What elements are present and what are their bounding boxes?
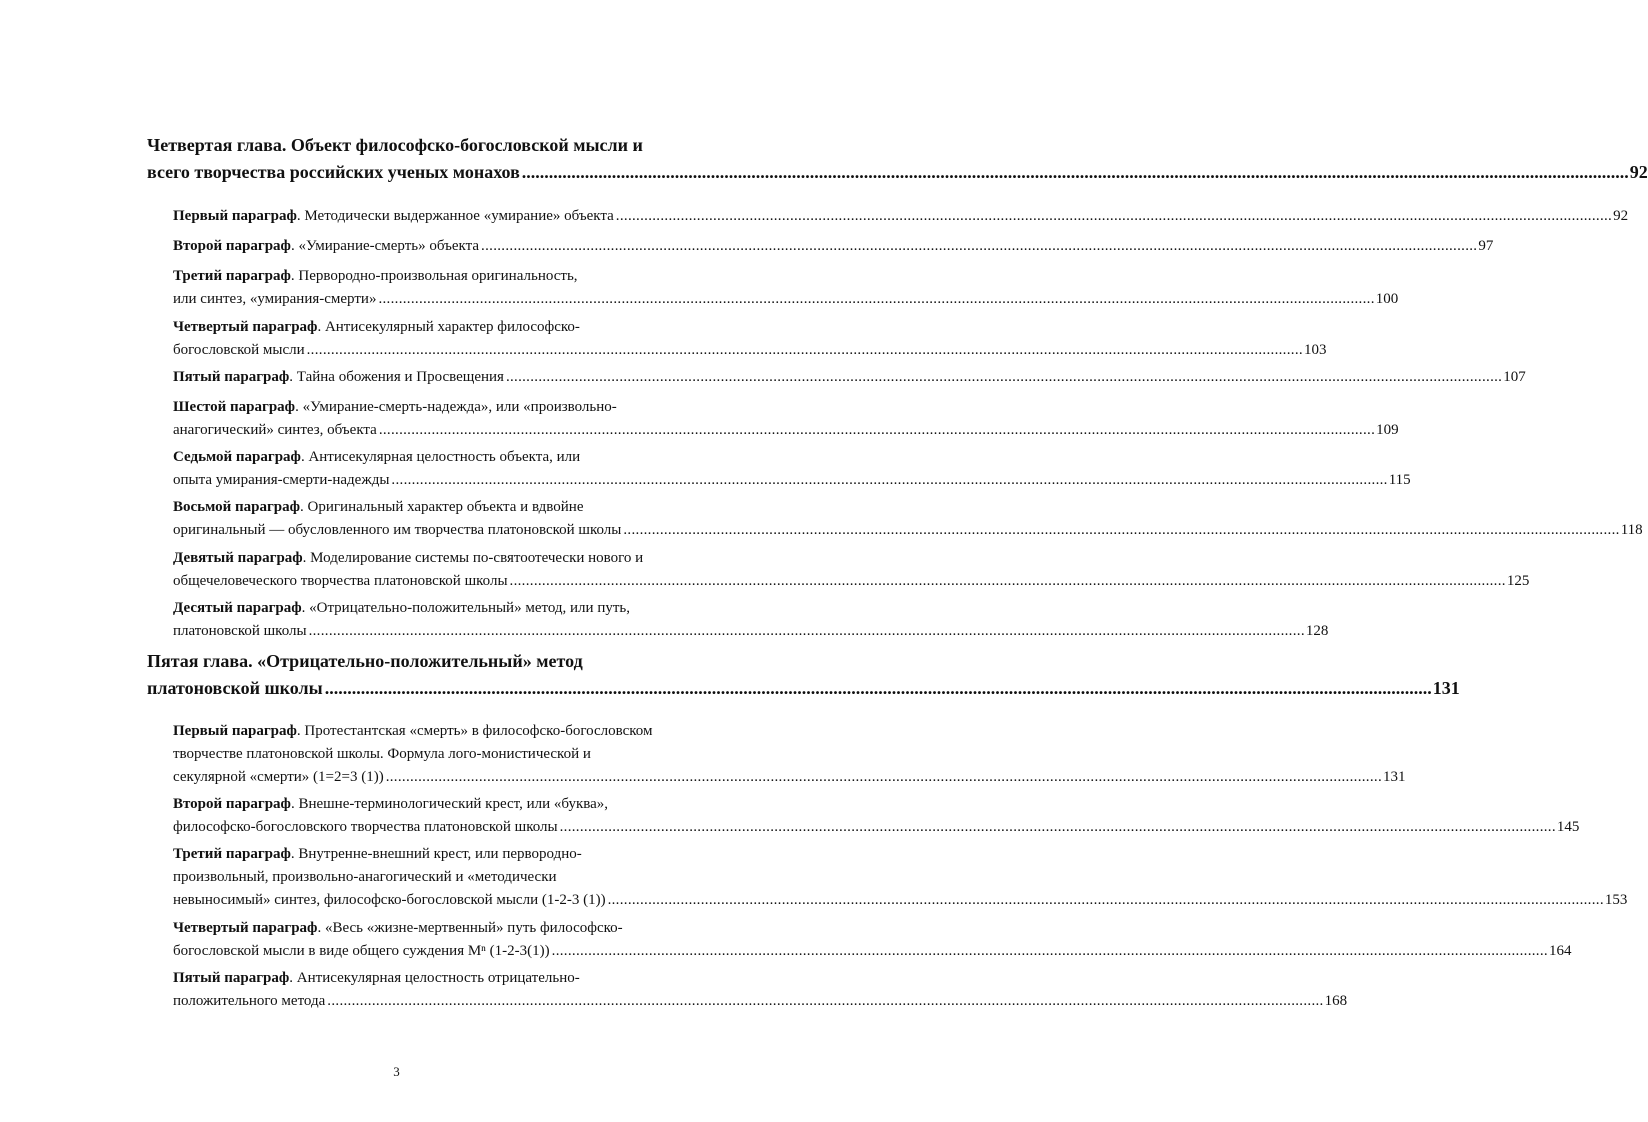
chapter-page-number: 92 bbox=[1629, 162, 1648, 182]
entry-line bbox=[173, 940, 1572, 963]
paragraph-title-text: . Первородно-произвольная оригинальность, bbox=[290, 268, 578, 284]
toc-paragraph-entry bbox=[173, 917, 1572, 963]
entry-line bbox=[173, 816, 1580, 839]
paragraph-page-number: 131 bbox=[1383, 769, 1406, 785]
paragraph-page-number: 145 bbox=[1556, 819, 1580, 835]
paragraph-title-text: . Антисекулярный характер философско- bbox=[317, 319, 580, 335]
paragraph-title-text: произвольный, произвольно-анагогический и «методически bbox=[173, 869, 557, 885]
paragraph-title-text: . Внешне-терминологический крест, или «буква», bbox=[290, 796, 609, 812]
toc-paragraph-entry bbox=[173, 720, 1406, 789]
paragraph-title-text: . Тайна обожения и Просвещения bbox=[289, 369, 504, 385]
entry-line bbox=[173, 843, 700, 866]
paragraph-title-text: платоновской школы bbox=[173, 623, 307, 639]
toc-paragraph-entry bbox=[173, 396, 1399, 442]
toc-paragraph-entry bbox=[173, 316, 1327, 362]
paragraph-title-text: общечеловеческого творчества платоновской школы bbox=[173, 573, 508, 589]
chapter-title-line-1: Четвертая глава. Объект философско-богословской мысли и bbox=[147, 135, 643, 155]
paragraph-title-text: . «Умирание-смерть» объекта bbox=[290, 238, 480, 254]
entry-line bbox=[173, 866, 700, 889]
paragraph-title-text: секулярной «смерти» (1=2=3 (1)) bbox=[173, 769, 384, 785]
leader-dots bbox=[481, 238, 1477, 254]
paragraph-label: Второй параграф bbox=[173, 796, 291, 812]
entry-line bbox=[173, 205, 1629, 228]
leader-dots bbox=[378, 291, 1374, 307]
leader-dots bbox=[608, 892, 1604, 908]
paragraph-title-text: . «Отрицательно-положительный» метод, или путь, bbox=[301, 600, 630, 616]
entry-line bbox=[173, 469, 1411, 492]
paragraph-title-text: опыта умирания-смерти-надежды bbox=[173, 472, 390, 488]
paragraph-page-number: 103 bbox=[1303, 342, 1327, 358]
paragraph-label: Шестой параграф bbox=[173, 399, 296, 415]
paragraph-label: Седьмой параграф bbox=[173, 449, 301, 465]
toc-paragraph-entry bbox=[173, 547, 1530, 593]
chapter-title-line-1: Пятая глава. «Отрицательно-положительный» метод bbox=[147, 651, 583, 671]
toc-paragraph-entry bbox=[173, 793, 1580, 839]
paragraph-label: Третий параграф bbox=[173, 268, 291, 284]
paragraph-page-number: 92 bbox=[1613, 208, 1629, 224]
leader-dots bbox=[506, 369, 1502, 385]
paragraph-label: Первый параграф bbox=[173, 723, 297, 739]
toc-paragraph-entry bbox=[173, 235, 1494, 258]
entry-line bbox=[173, 793, 700, 816]
paragraph-page-number: 164 bbox=[1548, 943, 1572, 959]
leader-dots bbox=[327, 993, 1323, 1009]
toc-paragraph-entry bbox=[173, 366, 1526, 389]
paragraph-page-number: 125 bbox=[1506, 573, 1530, 589]
toc-paragraph-entry bbox=[173, 265, 1399, 311]
toc-paragraph-entry bbox=[173, 446, 1411, 492]
entry-line bbox=[173, 396, 700, 419]
page-number: 3 bbox=[393, 1064, 400, 1079]
entry-line bbox=[173, 720, 700, 743]
paragraph-title-text: богословской мысли bbox=[173, 342, 305, 358]
paragraph-title-text: . Протестантская «смерть» в философско-богословском bbox=[296, 723, 653, 739]
paragraph-title-text: . «Весь «жизне-мертвенный» путь философско- bbox=[317, 920, 623, 936]
entry-line bbox=[173, 570, 1530, 593]
paragraph-title-text: . Моделирование системы по-святоотечески нового и bbox=[302, 550, 644, 566]
entry-line bbox=[173, 519, 1643, 542]
paragraph-label: Четвертый параграф bbox=[173, 920, 318, 936]
paragraph-label: Пятый параграф bbox=[173, 970, 290, 986]
paragraph-label: Третий параграф bbox=[173, 846, 291, 862]
paragraph-page-number: 100 bbox=[1375, 291, 1399, 307]
entry-line bbox=[173, 547, 700, 570]
paragraph-title-text: невыносимый» синтез, философско-богословской мысли (1-2-3 (1)) bbox=[173, 892, 606, 908]
paragraph-title-text: . «Умирание-смерть-надежда», или «произвольно- bbox=[295, 399, 617, 415]
paragraph-page-number: 109 bbox=[1376, 422, 1399, 438]
entry-line bbox=[173, 889, 1628, 912]
paragraph-label: Десятый параграф bbox=[173, 600, 302, 616]
leader-dots bbox=[560, 819, 1556, 835]
paragraph-page-number: 107 bbox=[1503, 369, 1526, 385]
entry-line bbox=[173, 917, 700, 940]
paragraph-title-text: или синтез, «умирания-смерти» bbox=[173, 291, 377, 307]
paragraph-label: Девятый параграф bbox=[173, 550, 303, 566]
chapter-5-heading bbox=[147, 648, 1460, 702]
paragraph-title-text: оригинальный — обусловленного им творчества платоновской школы bbox=[173, 522, 622, 538]
chapter-4-heading bbox=[147, 132, 1648, 186]
entry-line bbox=[173, 288, 1399, 311]
chapter-title-line-2: всего творчества российских ученых монахов bbox=[147, 162, 520, 182]
entry-line bbox=[173, 446, 700, 469]
entry-line bbox=[173, 235, 1494, 258]
leader-dots bbox=[307, 342, 1303, 358]
entry-line bbox=[173, 496, 700, 519]
paragraph-label: Четвертый параграф bbox=[173, 319, 318, 335]
chapter-title-line-2: платоновской школы bbox=[147, 678, 323, 698]
paragraph-page-number: 153 bbox=[1604, 892, 1628, 908]
paragraph-page-number: 115 bbox=[1388, 472, 1411, 488]
paragraph-title-text: творчестве платоновской школы. Формула лого-монистической и bbox=[173, 746, 591, 762]
paragraph-title-text: положительного метода bbox=[173, 993, 326, 1009]
leader-dots bbox=[510, 573, 1506, 589]
leader-dots bbox=[522, 159, 1629, 186]
paragraph-title-text: . Внутренне-внешний крест, или первородно- bbox=[290, 846, 582, 862]
toc-paragraph-entry bbox=[173, 496, 1643, 542]
paragraph-title-text: . Методически выдержанное «умирание» объекта bbox=[296, 208, 614, 224]
entry-line bbox=[173, 597, 700, 620]
entry-line bbox=[173, 265, 700, 288]
leader-dots bbox=[325, 675, 1432, 702]
paragraph-title-text: . Антисекулярная целостность объекта, или bbox=[300, 449, 581, 465]
entry-line bbox=[173, 743, 700, 766]
entry-line bbox=[173, 766, 1406, 789]
entry-line bbox=[173, 316, 700, 339]
entry-line bbox=[173, 967, 700, 990]
leader-dots bbox=[309, 623, 1305, 639]
entry-line bbox=[173, 620, 1329, 643]
leader-dots bbox=[623, 522, 1619, 538]
paragraph-page-number: 168 bbox=[1324, 993, 1348, 1009]
toc-paragraph-entry bbox=[173, 205, 1629, 228]
toc-paragraph-entry bbox=[173, 597, 1329, 643]
entry-line bbox=[173, 990, 1348, 1013]
entry-line bbox=[173, 366, 1526, 389]
paragraph-label: Пятый параграф bbox=[173, 369, 290, 385]
leader-dots bbox=[552, 943, 1548, 959]
paragraph-page-number: 118 bbox=[1620, 522, 1643, 538]
paragraph-label: Второй параграф bbox=[173, 238, 291, 254]
paragraph-label: Первый параграф bbox=[173, 208, 297, 224]
leader-dots bbox=[391, 472, 1387, 488]
toc-paragraph-entry bbox=[173, 967, 1348, 1013]
paragraph-page-number: 97 bbox=[1478, 238, 1494, 254]
leader-dots bbox=[386, 769, 1382, 785]
leader-dots bbox=[379, 422, 1375, 438]
entry-line bbox=[173, 339, 1327, 362]
paragraph-page-number: 128 bbox=[1305, 623, 1329, 639]
paragraph-label: Восьмой параграф bbox=[173, 499, 301, 515]
toc-paragraph-entry bbox=[173, 843, 1628, 912]
chapter-page-number: 131 bbox=[1432, 678, 1460, 698]
paragraph-title-text: богословской мысли в виде общего суждения Мⁿ (1-2-3(1)) bbox=[173, 943, 550, 959]
paragraph-title-text: . Антисекулярная целостность отрицательно- bbox=[289, 970, 580, 986]
paragraph-title-text: анагогический» синтез, объекта bbox=[173, 422, 377, 438]
leader-dots bbox=[616, 208, 1612, 224]
entry-line bbox=[173, 419, 1399, 442]
paragraph-title-text: . Оригинальный характер объекта и вдвойне bbox=[300, 499, 584, 515]
paragraph-title-text: философско-богословского творчества платоновской школы bbox=[173, 819, 558, 835]
